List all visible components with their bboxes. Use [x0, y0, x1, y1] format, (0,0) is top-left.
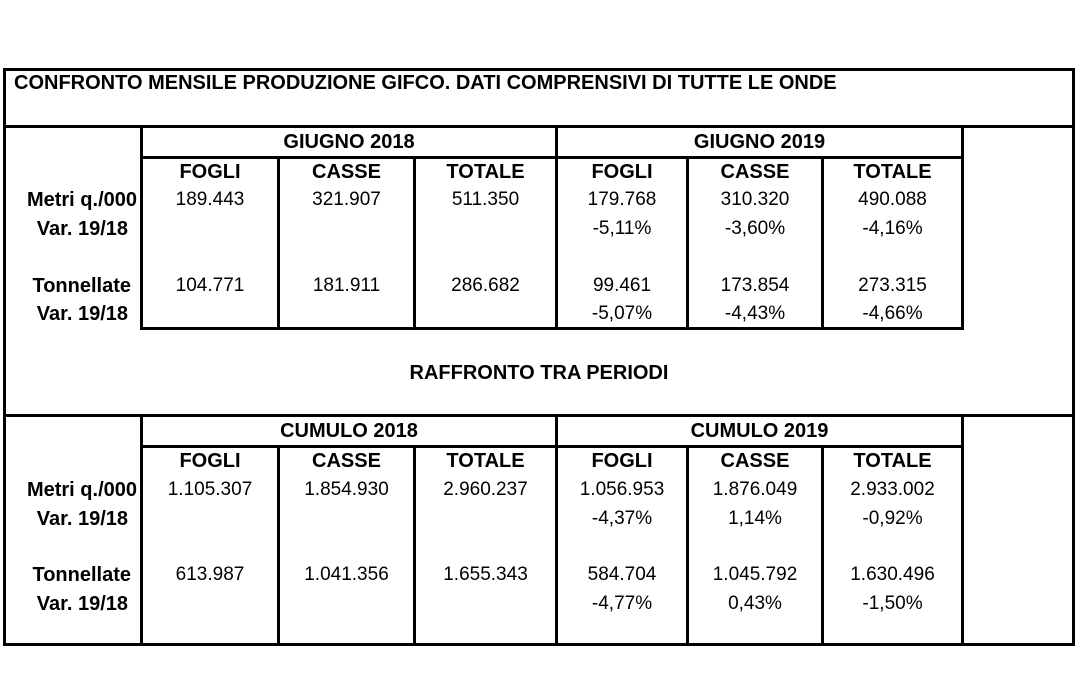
period-a-header: CUMULO 2018	[280, 420, 418, 442]
row-label: Tonnellate	[32, 275, 131, 297]
table-cell: 1.056.953	[579, 479, 665, 500]
table-cell: 310.320	[720, 189, 790, 210]
table-cell: 181.911	[312, 275, 381, 296]
table-cell: 511.350	[451, 189, 520, 210]
col-header: FOGLI	[591, 450, 653, 472]
table-cell: -4,77%	[591, 593, 653, 614]
table-cell: -0,92%	[862, 508, 923, 529]
table-cell: 1,14%	[728, 508, 782, 529]
row-label: Tonnellate	[32, 564, 131, 586]
col-header: TOTALE	[853, 161, 932, 183]
row-label: Var. 19/18	[36, 218, 128, 240]
col-header: FOGLI	[591, 161, 653, 183]
grid-line	[686, 445, 689, 643]
col-header: CASSE	[720, 450, 790, 472]
grid-line	[413, 445, 416, 643]
table-cell: 1.655.343	[443, 564, 528, 585]
col-header: TOTALE	[853, 450, 932, 472]
col-header: CASSE	[720, 161, 790, 183]
period-a-header: GIUGNO 2018	[283, 131, 415, 153]
table-cell: 1.105.307	[167, 479, 253, 500]
table-cell: 613.987	[175, 564, 245, 585]
col-header: TOTALE	[446, 450, 525, 472]
grid-line	[961, 445, 964, 643]
col-header: TOTALE	[446, 161, 525, 183]
section-title: RAFFRONTO TRA PERIODI	[409, 362, 669, 384]
col-header: FOGLI	[179, 450, 241, 472]
grid-line	[555, 445, 558, 643]
grid-line	[961, 156, 964, 330]
table-cell: 189.443	[175, 189, 245, 210]
row-label: Var. 19/18	[36, 593, 128, 615]
row-label: Metri q./000	[26, 479, 137, 501]
table-cell: 1.876.049	[712, 479, 798, 500]
grid-line	[140, 156, 143, 330]
table-cell: 584.704	[587, 564, 657, 585]
table-cell: 286.682	[451, 275, 520, 296]
table-cell: 173.854	[720, 275, 790, 296]
grid-line	[413, 156, 416, 330]
col-header: CASSE	[312, 450, 381, 472]
table-cell: 1.041.356	[304, 564, 389, 585]
period-b-header: GIUGNO 2019	[693, 131, 826, 153]
row-label: Metri q./000	[26, 189, 137, 211]
table-cell: 2.933.002	[850, 479, 935, 500]
table-cell: -4,66%	[862, 303, 923, 324]
table-cell: -5,11%	[592, 218, 652, 239]
table-cell: 99.461	[592, 275, 652, 296]
row-label: Var. 19/18	[36, 303, 128, 325]
table-cell: -4,16%	[862, 218, 923, 239]
table-cell: 1.630.496	[850, 564, 935, 585]
col-header: CASSE	[312, 161, 381, 183]
grid-line	[277, 445, 280, 643]
period-b-header: CUMULO 2019	[690, 420, 829, 442]
table-cell: 273.315	[858, 275, 927, 296]
table-cell: -4,37%	[591, 508, 653, 529]
col-header: FOGLI	[179, 161, 241, 183]
report-title: CONFRONTO MENSILE PRODUZIONE GIFCO. DATI COMPRENSIVI DI TUTTE LE ONDE	[14, 72, 837, 94]
table-cell: 321.907	[312, 189, 381, 210]
table-cell: 1.045.792	[712, 564, 798, 585]
table-cell: 490.088	[858, 189, 927, 210]
table-cell: 179.768	[587, 189, 657, 210]
table-cell: 0,43%	[728, 593, 782, 614]
table-cell: -5,07%	[591, 303, 653, 324]
row-label: Var. 19/18	[36, 508, 128, 530]
grid-line	[140, 445, 143, 643]
grid-line	[140, 327, 964, 330]
table-cell: 104.771	[175, 275, 245, 296]
table-cell: 1.854.930	[304, 479, 389, 500]
table-cell: -3,60%	[724, 218, 786, 239]
grid-line	[821, 445, 824, 643]
table-cell: 2.960.237	[443, 479, 528, 500]
table-cell: -4,43%	[724, 303, 786, 324]
table-cell: -1,50%	[862, 593, 923, 614]
grid-line	[277, 156, 280, 330]
